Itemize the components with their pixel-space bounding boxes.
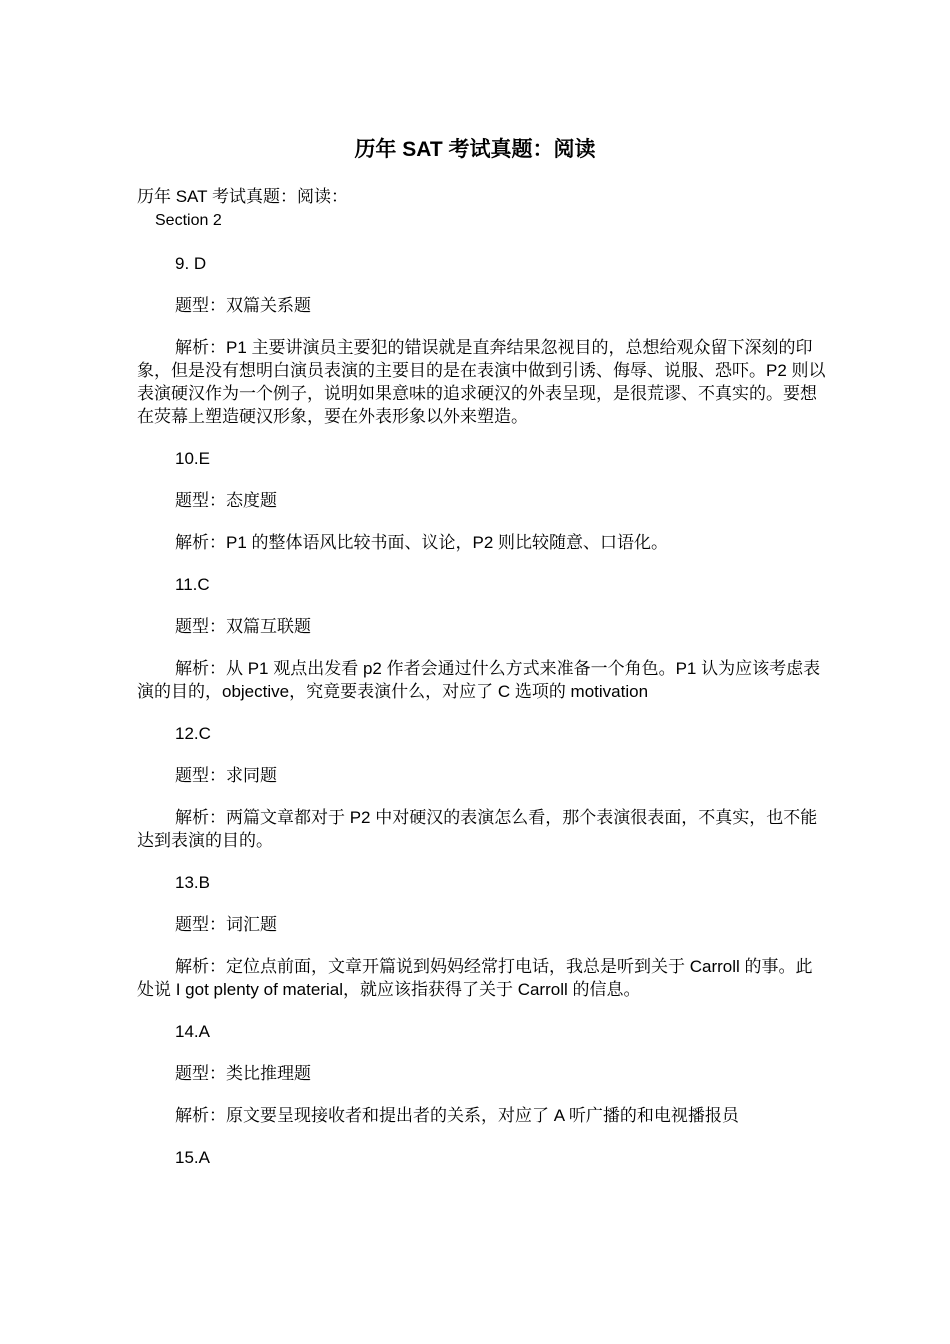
question-number: 10.E [175, 449, 210, 468]
answer-list [137, 252, 827, 1188]
answer-item [137, 871, 827, 1001]
question-number: 11.C [175, 575, 210, 594]
question-analysis: 解析：P1 主要讲演员主要犯的错误就是直奔结果忽视目的，总想给观众留下深刻的印象，但是没有想明白演员表演的主要目的是在表演中做到引诱、侮辱、说服、恐吓。P2 则以表演硬汉作为一个例子，说明如果意味的追求硬汉的外表呈现，是很荒谬、不真实的。要想在荧幕上塑造硬汉形象，要在外表形象以外来塑造。 [137, 338, 826, 426]
question-type: 题型：双篇关系题 [175, 296, 311, 315]
question-analysis: 解析：两篇文章都对于 P2 中对硬汉的表演怎么看，那个表演很表面，不真实，也不能达到表演的目的。 [137, 808, 818, 850]
question-number: 13.B [175, 873, 210, 892]
answer-item [137, 722, 827, 852]
intro-line: 历年 SAT 考试真题：阅读： [137, 187, 348, 206]
answer-item [137, 252, 827, 428]
question-analysis: 解析：原文要呈现接收者和提出者的关系，对应了 A 听广播的和电视播报员 [175, 1106, 739, 1125]
question-type: 题型：求同题 [175, 766, 277, 785]
question-analysis: 解析：定位点前面，文章开篇说到妈妈经常打电话，我总是听到关于 Carroll 的事。此处说 I got plenty of material，就应该指获得了关于 Carroll 的信息。 [137, 957, 813, 999]
question-type: 题型：态度题 [175, 491, 277, 510]
question-analysis: 解析：P1 的整体语风比较书面、议论，P2 则比较随意、口语化。 [175, 533, 669, 552]
answer-item [137, 1020, 827, 1127]
question-analysis: 解析：从 P1 观点出发看 p2 作者会通过什么方式来准备一个角色。P1 认为应该考虑表演的目的，objective，究竟要表演什么，对应了 C 选项的 motivation [137, 659, 821, 701]
question-number: 12.C [175, 724, 211, 743]
question-type: 题型：类比推理题 [175, 1064, 311, 1083]
question-type: 题型：双篇互联题 [175, 617, 311, 636]
question-number: 15.A [175, 1148, 210, 1167]
question-number: 14.A [175, 1022, 210, 1041]
answer-item [137, 447, 827, 554]
question-number: 9. D [175, 254, 207, 273]
page-title: 历年 SAT 考试真题：阅读 [354, 138, 596, 161]
question-type: 题型：词汇题 [175, 915, 277, 934]
answer-item [137, 573, 827, 703]
section-heading: Section 2 [155, 212, 222, 229]
